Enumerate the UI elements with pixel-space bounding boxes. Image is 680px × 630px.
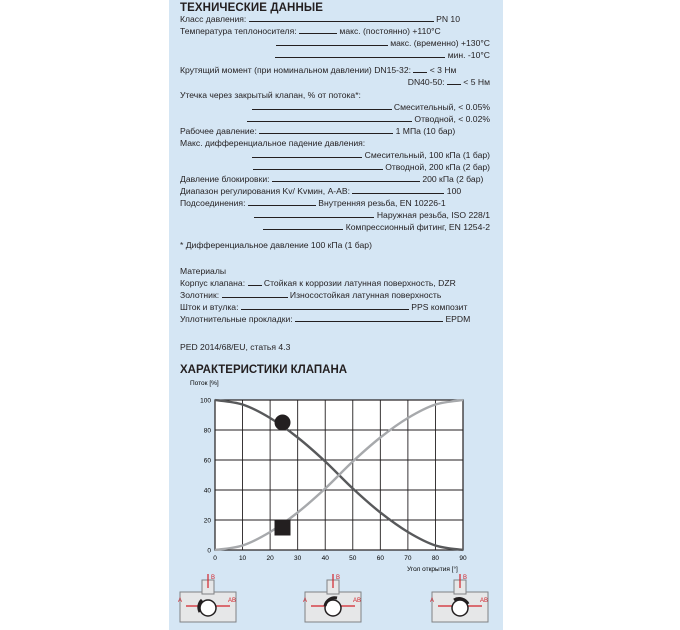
y-axis-label: Поток [%]: [190, 380, 219, 387]
conn-internal: Внутренняя резьба, EN 10226-1: [318, 198, 446, 208]
ped-text: PED 2014/68/EU, статья 4.3: [180, 342, 291, 352]
seal-label: Уплотнительные прокладки:: [180, 314, 293, 324]
spool-label: Золотник:: [180, 290, 220, 300]
torque-dn40: DN40-50:: [407, 77, 445, 87]
spool-value: Износостойкая латунная поверхность: [289, 290, 442, 300]
port-label-ab: AB: [480, 598, 489, 604]
conn-external: Наружная резьба, ISO 228/1: [376, 210, 490, 220]
body-value: Стойкая к коррозии латунная поверхность, DZR: [263, 278, 456, 288]
conn-compression: Компрессионный фитинг, EN 1254-2: [345, 222, 490, 232]
x-tick-label: 50: [349, 555, 357, 562]
y-tick-label: 20: [203, 517, 211, 525]
body-label: Корпус клапана:: [180, 278, 246, 288]
work-pressure-value: 1 МПа (10 бар): [395, 126, 456, 136]
circle-marker: [275, 415, 291, 431]
torque-dn15: DN15-32:: [374, 65, 411, 75]
x-tick-label: 30: [294, 555, 302, 562]
range-label: Диапазон регулирования Kv/ Kvмин, А-АВ:: [180, 186, 351, 196]
pressure-class-label: Класс давления:: [180, 14, 247, 24]
x-tick-label: 40: [321, 555, 329, 562]
chart-title: ХАРАКТЕРИСТИКИ КЛАПАНА: [180, 364, 348, 376]
x-tick-label: 20: [266, 555, 274, 562]
torque-label: Крутящий момент (при номинальном давлении): [180, 65, 372, 75]
work-pressure-label: Рабочее давление:: [180, 126, 257, 136]
temp-label: Температура теплоносителя:: [180, 26, 297, 36]
y-tick-label: 60: [203, 457, 211, 465]
footnote: * Дифференциальное давление 100 кПа (1 бар): [180, 240, 372, 250]
port-label-ab: AB: [228, 598, 237, 604]
seal-value: EPDM: [445, 314, 471, 324]
port-label-b: B: [463, 575, 468, 581]
x-axis-label: Угол открытия [°]: [407, 566, 458, 573]
port-label-a: A: [430, 598, 435, 604]
torque-dn40-value: < 5 Нм: [463, 77, 490, 87]
valve-diagram-open: [430, 574, 488, 622]
temp-min: мин. -10°C: [447, 50, 490, 60]
stem-label: Шток и втулка:: [180, 302, 239, 312]
port-label-a: A: [178, 598, 183, 604]
max-diff-label: Макс. дифференциальное падение давления:: [180, 138, 366, 148]
x-tick-label: 0: [213, 555, 217, 562]
leak-bypass: Отводной, < 0.02%: [414, 114, 490, 124]
block-label: Давление блокировки:: [180, 174, 270, 184]
x-tick-label: 90: [459, 555, 467, 562]
max-diff-bypass: Отводной, 200 кПа (2 бар): [385, 162, 490, 172]
x-tick-label: 60: [376, 555, 384, 562]
port-label-b: B: [211, 575, 216, 581]
port-label-ab: AB: [353, 598, 362, 604]
block-value: 200 кПа (2 бар): [422, 174, 484, 184]
port-label-b: B: [336, 575, 341, 581]
x-tick-label: 80: [431, 555, 440, 562]
y-tick-label: 0: [207, 547, 211, 555]
valve-diagram-closed: [178, 574, 236, 622]
y-tick-label: 100: [200, 397, 211, 405]
torque-dn15-value: < 3 Нм: [429, 65, 457, 75]
x-tick-label: 10: [238, 555, 247, 562]
specs-title: ТЕХНИЧЕСКИЕ ДАННЫЕ: [180, 2, 323, 14]
y-tick-label: 40: [203, 487, 211, 495]
temp-max-const: макс. (постоянно) +110°C: [339, 26, 441, 36]
temp-max-temp: макс. (временно) +130°C: [390, 38, 490, 48]
leak-label: Утечка через закрытый клапан, % от потока*:: [180, 90, 361, 100]
range-value: 100: [446, 186, 462, 196]
materials-title: Материалы: [180, 266, 227, 276]
port-label-a: A: [303, 598, 308, 604]
stem-value: PPS композит: [411, 302, 468, 312]
valve-diagram-mid: [303, 574, 361, 622]
leak-mixing: Смесительный, < 0.05%: [393, 102, 490, 112]
square-marker: [275, 520, 291, 536]
x-tick-label: 70: [404, 555, 412, 562]
y-tick-label: 80: [203, 427, 211, 435]
pressure-class-value: PN 10: [436, 14, 460, 24]
valve-spool: [200, 600, 216, 616]
max-diff-mixing: Смесительный, 100 кПа (1 бар): [364, 150, 490, 160]
conn-label: Подсоединения:: [180, 198, 246, 208]
